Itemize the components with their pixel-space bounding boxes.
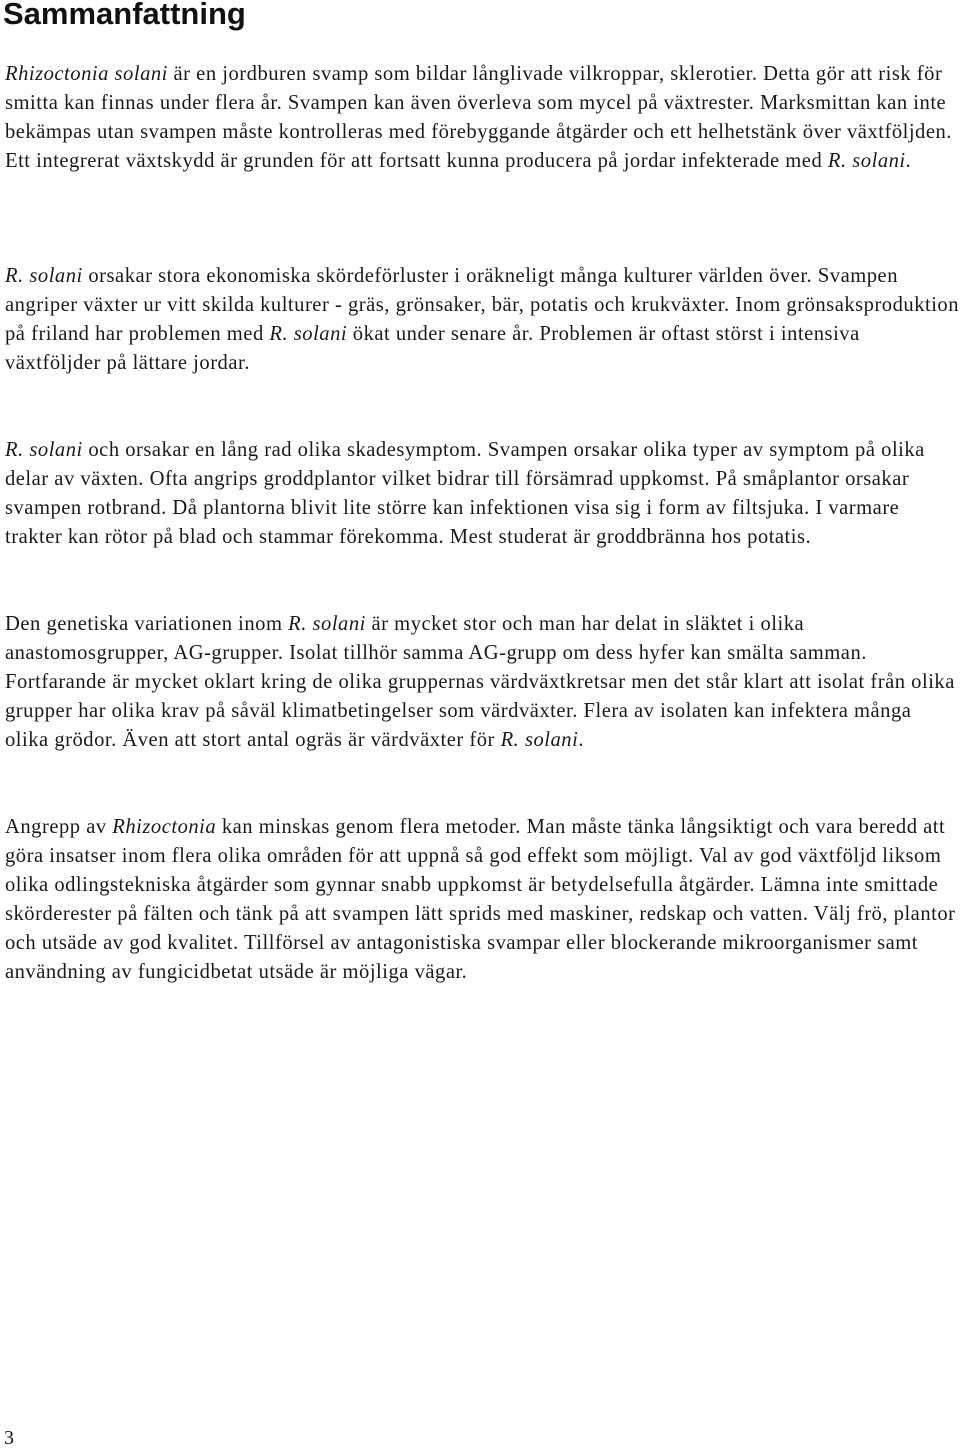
italic-run: Rhizoctonia solani xyxy=(5,63,168,85)
summary-paragraph-4 xyxy=(5,610,960,755)
text-run: kan minskas genom flera metoder. Man måste tänka långsiktigt och vara beredd att göra insatser inom flera olika områden för att uppnå så god effekt som möjligt. Val av god växtföljd liksom olika odlingstekniska åtgärder som gynnar snabb uppkomst är betydelsefulla åtgärder. Lämna inte smittade skörderester på fälten och tänk på att svampen lätt sprids med maskiner, redskap och vatten. Välj frö, plantor och utsäde av god kvalitet. Tillförsel av antagonistiska svampar eller blockerande mikroorganismer samt användning av fungicidbetat utsäde är möjliga vägar. xyxy=(5,816,956,983)
italic-run: R. solani xyxy=(827,150,906,172)
italic-run: R. solani xyxy=(5,265,83,287)
italic-run: Rhizoctonia xyxy=(112,816,217,838)
italic-run: R. solani xyxy=(288,613,366,635)
text-run: ökat under senare år. Problemen är oftast störst i intensiva växtföljder på lättare jordar. xyxy=(5,323,860,374)
summary-paragraph-2 xyxy=(5,262,960,378)
text-run: . xyxy=(905,150,912,172)
text-run: orsakar stora ekonomiska skördeförluster i oräkneligt många kulturer världen över. Svampen angriper växter ur vitt skilda kulturer - gräs, grönsaker, bär, potatis och krukväxter. Inom grönsaksproduktion på friland har problemen med xyxy=(5,265,960,345)
text-run: Angrepp av xyxy=(5,816,113,838)
summary-paragraph-1 xyxy=(5,60,960,176)
text-run: Den genetiska variationen inom xyxy=(5,613,289,635)
italic-run: R. solani xyxy=(500,729,579,751)
text-run: är mycket stor och man har delat in släktet i olika anastomosgrupper, AG-grupper. Isolat tillhör samma AG-grupp om dess hyfer kan smälta samman. Fortfarande är mycket oklart kring de olika gruppernas värdväxtkretsar men det står klart att isolat från olika grupper har olika krav på såväl klimatbetingelser som värdväxter. Flera av isolaten kan infektera många olika grödor. Även att stort antal ogräs är värdväxter för xyxy=(5,613,955,751)
text-run: och orsakar en lång rad olika skadesymptom. Svampen orsakar olika typer av symptom på olika delar av växten. Ofta angrips groddplantor vilket bidrar till försämrad uppkomst. På småplantor orsakar svampen rotbrand. Då plantorna blivit lite större kan infektionen visa sig i form av filtsjuka. I varmare trakter kan rötor på blad och stammar förekomma. Mest studerat är groddbränna hos potatis. xyxy=(5,439,925,548)
italic-run: R. solani xyxy=(5,439,83,461)
text-run: . xyxy=(578,729,584,751)
page-title: Sammanfattning xyxy=(3,0,246,31)
text-run: är en jordburen svamp som bildar långlivade vilkroppar, sklerotier. Detta gör att risk för smitta kan finnas under flera år. Svampen kan även överleva som mycel på växtrester. Marksmittan kan inte bekämpas utan svampen måste kontrolleras med förebyggande åtgärder och ett helhetstänk över växtföljden. Ett integrerat växtskydd är grunden för att fortsatt kunna producera på jordar infekterade med xyxy=(5,63,952,172)
italic-run: R. solani xyxy=(269,323,348,345)
page-number: 3 xyxy=(4,1427,14,1449)
summary-paragraph-5 xyxy=(5,813,960,987)
summary-paragraph-3 xyxy=(5,436,960,552)
